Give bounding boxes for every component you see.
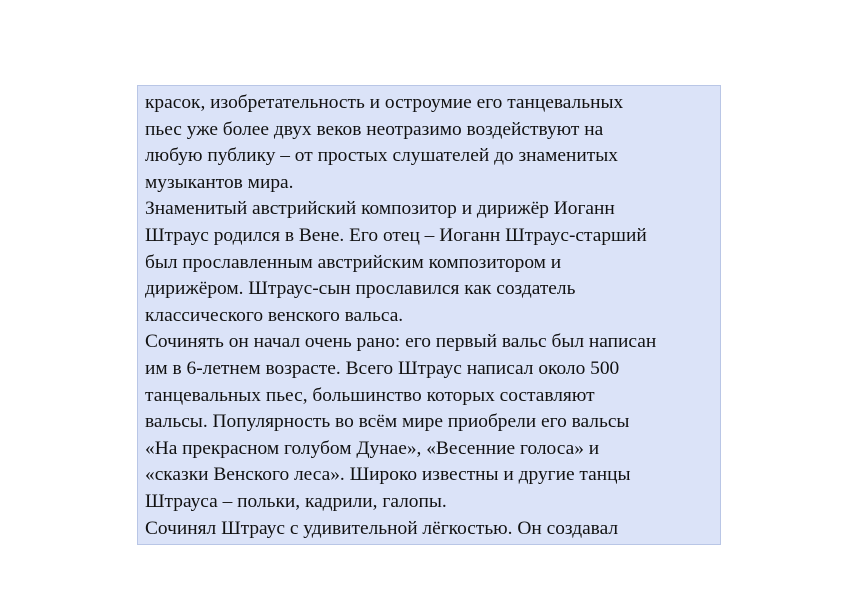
text-box [137,85,721,545]
text-line: Штрауса – польки, кадрили, галопы. [145,490,447,512]
text-line: любую публику – от простых слушателей до знаменитых [145,145,618,167]
text-line: Штраус родился в Вене. Его отец – Иоганн Штраус-старший [145,224,647,246]
text-line: дирижёром. Штраус-сын прославился как создатель [145,278,576,300]
text-line: Сочинял Штраус с удивительной лёгкостью. Он создавал [145,517,619,539]
text-line: танцевальных пьес, большинство которых составляют [145,384,595,406]
text-line: классического венского вальса. [145,304,404,326]
text-line: Сочинять он начал очень рано: его первый вальс был написан [145,331,657,353]
text-line: им в 6-летнем возрасте. Всего Штраус написал около 500 [145,357,620,379]
text-line: «сказки Венского леса». Широко известны и другие танцы [145,464,631,486]
text-line: пьес уже более двух веков неотразимо воздействуют на [145,118,604,140]
text-line: музыкантов мира. [145,171,294,193]
text-line: вальсы. Популярность во всём мире приобрели его вальсы [145,411,630,433]
text-line: был прославленным австрийским композитором и [145,251,562,273]
text-line: «На прекрасном голубом Дунае», «Весенние голоса» и [145,437,600,459]
text-line: красок, изобретательность и остроумие его танцевальных [145,92,624,113]
text-line: Знаменитый австрийский композитор и дирижёр Иоганн [145,198,615,220]
